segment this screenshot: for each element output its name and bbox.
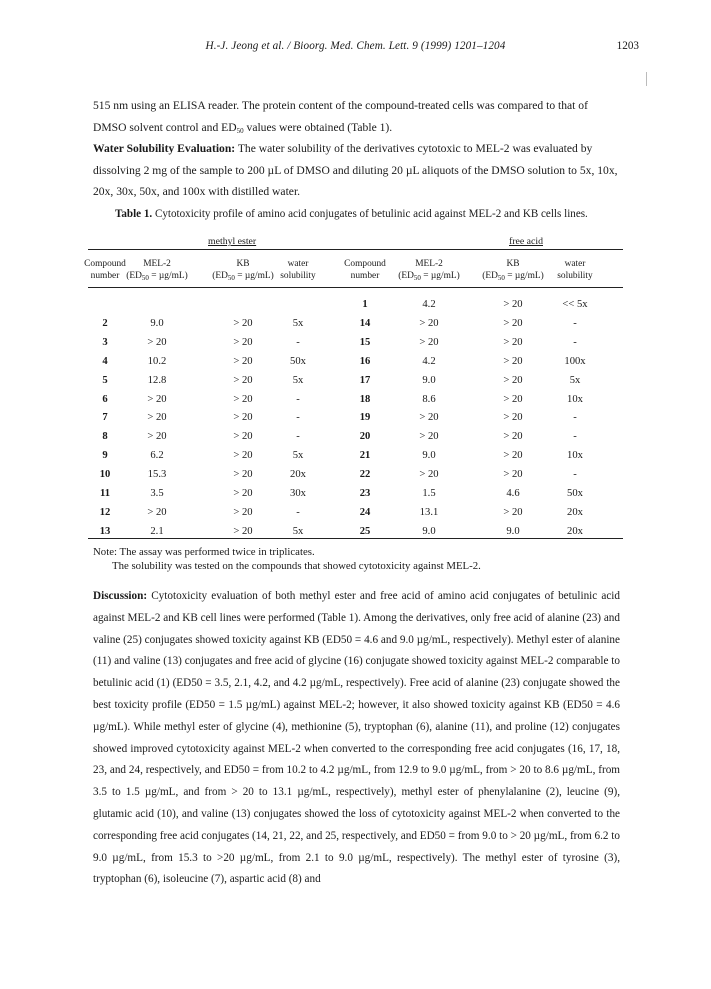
kb-value-2: > 20 [503, 299, 523, 310]
compound-number-2: 19 [359, 412, 371, 424]
discussion-text: Cytotoxicity evaluation of both methyl ester and free acid of amino acid conjugates of betulinic acid against MEL-2 and KB cell lines were performed (Table 1). Among the derivatives, only free acid of alanine (23) and valine (25) conjugates showed toxicity against KB (ED50 = 4.6 and 9.0 µg/mL, respectively). Methyl ester of alanine (11) and valine (13) conjugates and free acid of glycine (16) conjugate showed toxicity against MEL-2 comparable to betulinic acid (1) (ED50 = 3.5, 2.1, 4.2, and 4.2 µg/mL, respectively). Free acid of alanine (23) conjugate showed the best toxicity profile (ED50 = 1.5 µg/mL) against MEL-2; however, it also showed toxicity against KB (ED50 = 4.6 µg/mL). While methyl ester of glycine (4), methionine (5), tryptophan (6), alanine (11), and proline (12) conjugates showed improved cytotoxicity against MEL-2 when converted to the corresponding free acid conjugates (16, 17, 18, 23, and 24, respectively, and ED50 = from 10.2 to 4.2 µg/mL, from 12.9 to 9.0 µg/mL, from > 20 to 8.6 µg/mL, from 3.5 to 1.5 µg/mL, and from > 20 to 13.1 µg/mL, respectively), methyl ester of phenylalanine (2), leucine (9), glutamic acid (10), and valine (13) conjugates showed the loss of cytotoxicity against MEL-2 when converted to the corresponding free acid conjugates (14, 21, 22, and 25, respectively, and ED50 = from 9.0 to > 20 µg/mL, from 6.2 to 9.0 µg/mL, from 15.3 to >20 µg/mL, from 2.1 to 9.0 µg/mL, respectively). The methyl ester of tyrosine (3), tryptophan (6), isoleucine (7), aspartic acid (8) and [93, 590, 620, 886]
kb-value-2: > 20 [503, 336, 523, 348]
water-solubility-value-2: - [573, 469, 577, 481]
water-solubility-value: - [296, 506, 300, 518]
compound-number-2: 21 [359, 450, 371, 462]
mel2-value-2: > 20 [419, 412, 439, 424]
kb-value: > 20 [233, 469, 253, 481]
water-solubility-value-2: << 5x [562, 299, 588, 310]
mel2-value: 6.2 [150, 450, 164, 462]
mel2-value-2: 9.0 [422, 374, 436, 386]
header-mel2: MEL-2 $(ED_{50} = \mu g/mL)$ [126, 259, 188, 282]
water-solubility-value: 5x [292, 317, 304, 329]
kb-value: > 20 [233, 506, 253, 518]
mel2-value: > 20 [147, 393, 167, 405]
table-header-rule [88, 287, 623, 288]
water-solubility-value-2: 5x [569, 374, 581, 386]
kb-value-2: > 20 [503, 317, 523, 329]
water-solubility-value: 20x [290, 469, 306, 481]
solubility-paragraph [93, 138, 620, 203]
compound-number: 3 [102, 336, 108, 348]
kb-value: > 20 [233, 374, 253, 386]
mel2-value: 9.0 [150, 317, 164, 329]
mel2-value-2: > 20 [419, 317, 439, 329]
compound-number-2: 15 [359, 336, 371, 348]
water-solubility-value: 5x [292, 450, 304, 462]
water-solubility-value-2: 50x [567, 488, 583, 499]
compound-number: 2 [102, 317, 108, 329]
mel2-value: > 20 [147, 431, 167, 443]
mel2-value: > 20 [147, 336, 167, 348]
mel2-value-2: 4.2 [422, 355, 436, 367]
page-number: 1203 [616, 40, 639, 52]
mel2-value: 12.8 [147, 374, 167, 386]
compound-number-2: 17 [359, 374, 371, 386]
kb-value-2: > 20 [503, 374, 523, 386]
compound-number: 9 [102, 450, 108, 462]
compound-number-2: 16 [359, 355, 371, 367]
compound-number: 7 [102, 412, 108, 424]
water-solubility-value: 30x [290, 488, 306, 499]
compound-number: 12 [99, 506, 111, 518]
compound-number-2: 25 [359, 525, 371, 537]
kb-value-2: > 20 [503, 431, 523, 443]
compound-number: 8 [102, 431, 108, 443]
mel2-value-2: 13.1 [419, 506, 439, 518]
intro-paragraph [93, 95, 620, 138]
table-caption-text: Cytotoxicity profile of amino acid conjugates of betulinic acid against MEL-2 and KB cells lines. [152, 208, 588, 220]
compound-number-2: 24 [359, 506, 371, 518]
kb-value-2: > 20 [503, 355, 523, 367]
water-solubility-value: 5x [292, 525, 304, 537]
header-compound: Compound number [84, 259, 126, 281]
compound-number-2: 14 [359, 317, 371, 329]
water-solubility-value-2: - [573, 412, 577, 424]
kb-value: > 20 [233, 336, 253, 348]
kb-value-2: 4.6 [506, 488, 520, 499]
mel2-value-2: 1.5 [422, 488, 436, 499]
water-solubility-value: - [296, 336, 300, 348]
water-solubility-value-2: 20x [567, 525, 583, 537]
compound-number-2: 18 [359, 393, 371, 405]
water-solubility-value: - [296, 393, 300, 405]
water-solubility-value-2: 10x [567, 450, 583, 462]
margin-mark [646, 72, 647, 86]
kb-value: > 20 [233, 450, 253, 462]
kb-value: > 20 [233, 488, 253, 499]
kb-value: > 20 [233, 317, 253, 329]
header-kb-2: KB $(ED_{50} = \mu g/mL)$ [482, 259, 544, 282]
header-kb: KB $(ED_{50} = \mu g/mL)$ [212, 259, 274, 282]
mel2-value-2: > 20 [419, 469, 439, 481]
header-water-solubility-2: water solubility [557, 259, 593, 281]
mel2-value: 10.2 [147, 355, 167, 367]
compound-number: 4 [102, 355, 108, 367]
mel2-value-2: 9.0 [422, 450, 436, 462]
table-caption [115, 208, 635, 220]
mel2-value-2: 9.0 [422, 525, 436, 537]
kb-value-2: > 20 [503, 450, 523, 462]
mel2-value-2: > 20 [419, 336, 439, 348]
kb-value-2: > 20 [503, 393, 523, 405]
kb-value-2: > 20 [503, 412, 523, 424]
table-bottom-rule [88, 538, 623, 539]
compound-number-2: 23 [359, 488, 371, 499]
kb-value: > 20 [233, 393, 253, 405]
kb-value-2: 9.0 [506, 525, 520, 537]
compound-number: 11 [99, 488, 110, 499]
mel2-value: 15.3 [147, 469, 167, 481]
mel2-value: > 20 [147, 412, 167, 424]
table-label: Table 1. [115, 208, 153, 220]
mel2-value: 2.1 [150, 525, 164, 537]
kb-value-2: > 20 [503, 469, 523, 481]
kb-value-2: > 20 [503, 506, 523, 518]
running-header: H.-J. Jeong et al. / Bioorg. Med. Chem. Lett. 9 (1999) 1201–1204 [205, 40, 506, 52]
kb-value: > 20 [233, 412, 253, 424]
header-compound-2: Compound number [344, 259, 386, 281]
water-solubility-value-2: - [573, 317, 577, 329]
solubility-text: The water solubility of the derivatives cytotoxic to MEL-2 was evaluated by dissolving 2 mg of the sample to 200 µL of DMSO and diluting 20 µL aliquots of the DMSO solution to 5x, 10x, 20x, 30x, 50x, and 100x with distilled water. [93, 142, 618, 199]
water-solubility-value-2: 20x [567, 506, 583, 518]
water-solubility-value: - [296, 431, 300, 443]
compound-number: 5 [102, 374, 108, 386]
water-solubility-value: 50x [290, 355, 306, 367]
water-solubility-value-2: - [573, 431, 577, 443]
kb-value: > 20 [233, 431, 253, 443]
compound-number-2: 1 [362, 299, 368, 310]
mel2-value: 3.5 [150, 488, 164, 499]
compound-number: 6 [102, 393, 108, 405]
mel2-value: > 20 [147, 506, 167, 518]
group-methyl-ester: methyl ester [208, 236, 257, 247]
water-solubility-value-2: - [573, 336, 577, 348]
compound-number-2: 22 [359, 469, 371, 481]
kb-value: > 20 [233, 355, 253, 367]
mel2-value-2: 8.6 [422, 393, 436, 405]
water-solubility-value: 5x [292, 374, 304, 386]
water-solubility-value-2: 100x [564, 355, 586, 367]
kb-value: > 20 [233, 525, 253, 537]
mel2-value-2: > 20 [419, 431, 439, 443]
water-solubility-value-2: 10x [567, 393, 583, 405]
intro-text-a: 515 nm using an ELISA reader. The protein content of the compound-treated cells was compared to that of DMSO solvent control and ED [93, 99, 588, 134]
table-top-rule [88, 249, 623, 250]
compound-number-2: 20 [359, 431, 371, 443]
solubility-heading: Water Solubility Evaluation: [93, 142, 236, 155]
mel2-value-2: 4.2 [422, 299, 436, 310]
compound-number: 13 [99, 525, 111, 537]
group-free-acid: free acid [509, 236, 543, 247]
header-mel2-2: MEL-2 $(ED_{50} = \mu g/mL)$ [398, 259, 460, 282]
ed50-subscript: 50 [236, 126, 244, 135]
intro-text-b: values were obtained (Table 1). [243, 120, 393, 134]
header-water-solubility: water solubility [280, 259, 316, 281]
discussion-heading: Discussion: [93, 590, 148, 602]
water-solubility-value: - [296, 412, 300, 424]
table-note-2: The solubility was tested on the compounds that showed cytotoxicity against MEL-2. [112, 560, 481, 572]
discussion-paragraph [93, 586, 620, 891]
compound-number: 10 [99, 469, 111, 481]
table-note-1: Note: The assay was performed twice in triplicates. [93, 546, 315, 558]
